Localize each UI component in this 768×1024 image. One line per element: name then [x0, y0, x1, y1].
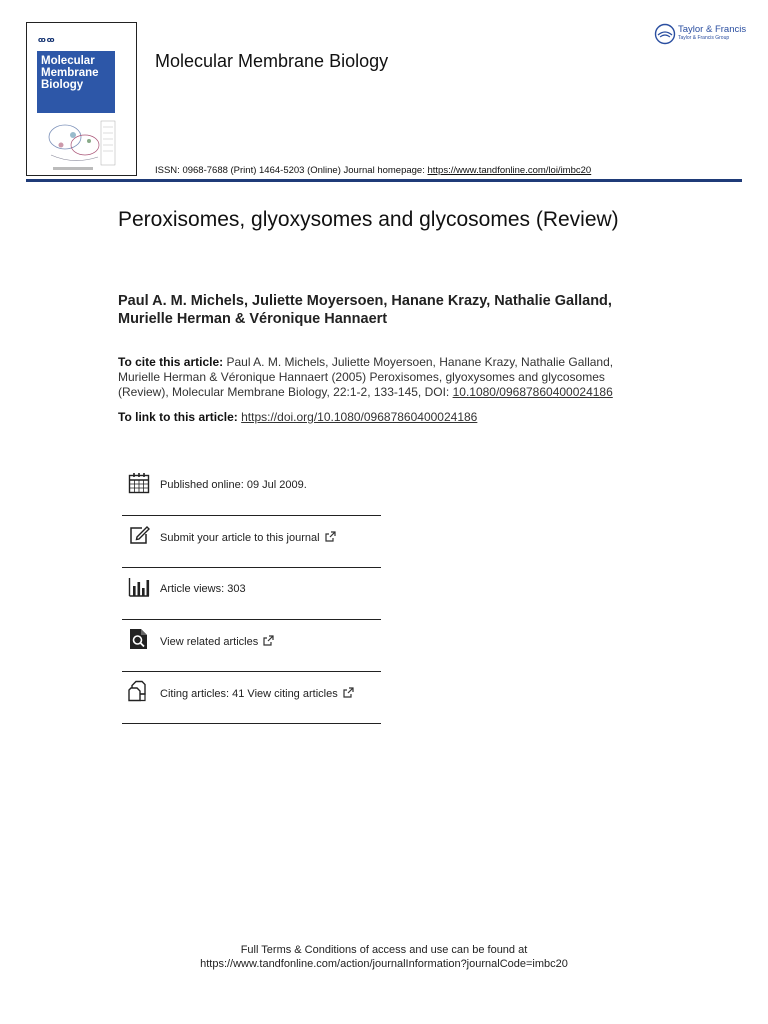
related-articles-link[interactable]: [160, 635, 274, 648]
article-views-count: Article views: 303: [160, 583, 246, 595]
cover-publisher-logo: ꝏꝏ: [38, 37, 56, 44]
terms-footer: [0, 943, 768, 971]
external-link-icon: [343, 687, 354, 698]
issn-line: [155, 165, 591, 176]
citation-text: Paul A. M. Michels, Juliette Moyersoen, Hanane Krazy, Nathalie Galland, Murielle Herman & Véronique Hannaert (2005) Peroxisomes, glyoxysomes and glycosomes (Review), Molecular Membrane Biology, 22:1-2, 133-145, DOI:: [118, 355, 614, 399]
cover-title-line: Molecular: [41, 55, 95, 67]
published-row: [122, 464, 381, 516]
calendar-icon: [128, 472, 150, 494]
cover-illustration: [43, 115, 123, 175]
issn-text: ISSN: 0968-7688 (Print) 1464-5203 (Online) Journal homepage:: [155, 165, 428, 176]
article-meta-list: [122, 464, 381, 724]
article-authors: Paul A. M. Michels, Juliette Moyersoen, Hanane Krazy, Nathalie Galland, Murielle Herman & Véronique Hannaert: [118, 293, 612, 327]
journal-homepage-link[interactable]: https://www.tandfonline.com/loi/imbc20: [427, 165, 592, 176]
submit-article-row[interactable]: [122, 516, 381, 568]
submit-article-link[interactable]: [160, 531, 336, 544]
publisher-subname: Taylor & Francis Group: [678, 35, 730, 41]
bar-chart-icon: [128, 576, 150, 598]
taylor-francis-logo-icon: [654, 23, 676, 45]
citing-articles-label: Citing articles: 41 View citing articles: [160, 688, 338, 700]
citation-block: [118, 355, 648, 400]
published-date: Published online: 09 Jul 2009.: [160, 479, 307, 491]
cover-title-line: Biology: [41, 79, 84, 91]
article-title: Peroxisomes, glyoxysomes and glycosomes (Review): [118, 208, 619, 231]
citing-articles-link[interactable]: [160, 687, 354, 700]
cover-title-line: Membrane: [41, 67, 99, 79]
citation-label: To cite this article:: [118, 355, 224, 369]
document-search-icon: [128, 628, 150, 650]
publisher-logo[interactable]: [654, 22, 749, 48]
citing-articles-row[interactable]: [122, 672, 381, 724]
article-views-row: [122, 568, 381, 620]
header-divider: [26, 179, 742, 182]
article-link-block: [118, 410, 648, 425]
article-doi-url-link[interactable]: https://doi.org/10.1080/09687860400024186: [241, 410, 478, 424]
related-articles-row[interactable]: [122, 620, 381, 672]
edit-icon: [128, 524, 150, 546]
citation-doi-link[interactable]: 10.1080/09687860400024186: [452, 385, 613, 399]
external-link-icon: [263, 635, 274, 646]
article-link-label: To link to this article:: [118, 410, 242, 424]
terms-url-link[interactable]: https://www.tandfonline.com/action/journalInformation?journalCode=imbc20: [200, 958, 568, 970]
journal-title: Molecular Membrane Biology: [155, 51, 389, 71]
cover-title-band: [37, 51, 115, 113]
related-articles-label: View related articles: [160, 636, 259, 648]
terms-text: Full Terms & Conditions of access and use can be found at: [240, 944, 528, 956]
journal-cover-image: [26, 22, 137, 176]
submit-article-label: Submit your article to this journal: [160, 532, 320, 544]
external-link-icon: [325, 531, 336, 542]
publisher-name: Taylor & Francis: [678, 24, 747, 35]
citing-articles-icon: [128, 680, 150, 702]
